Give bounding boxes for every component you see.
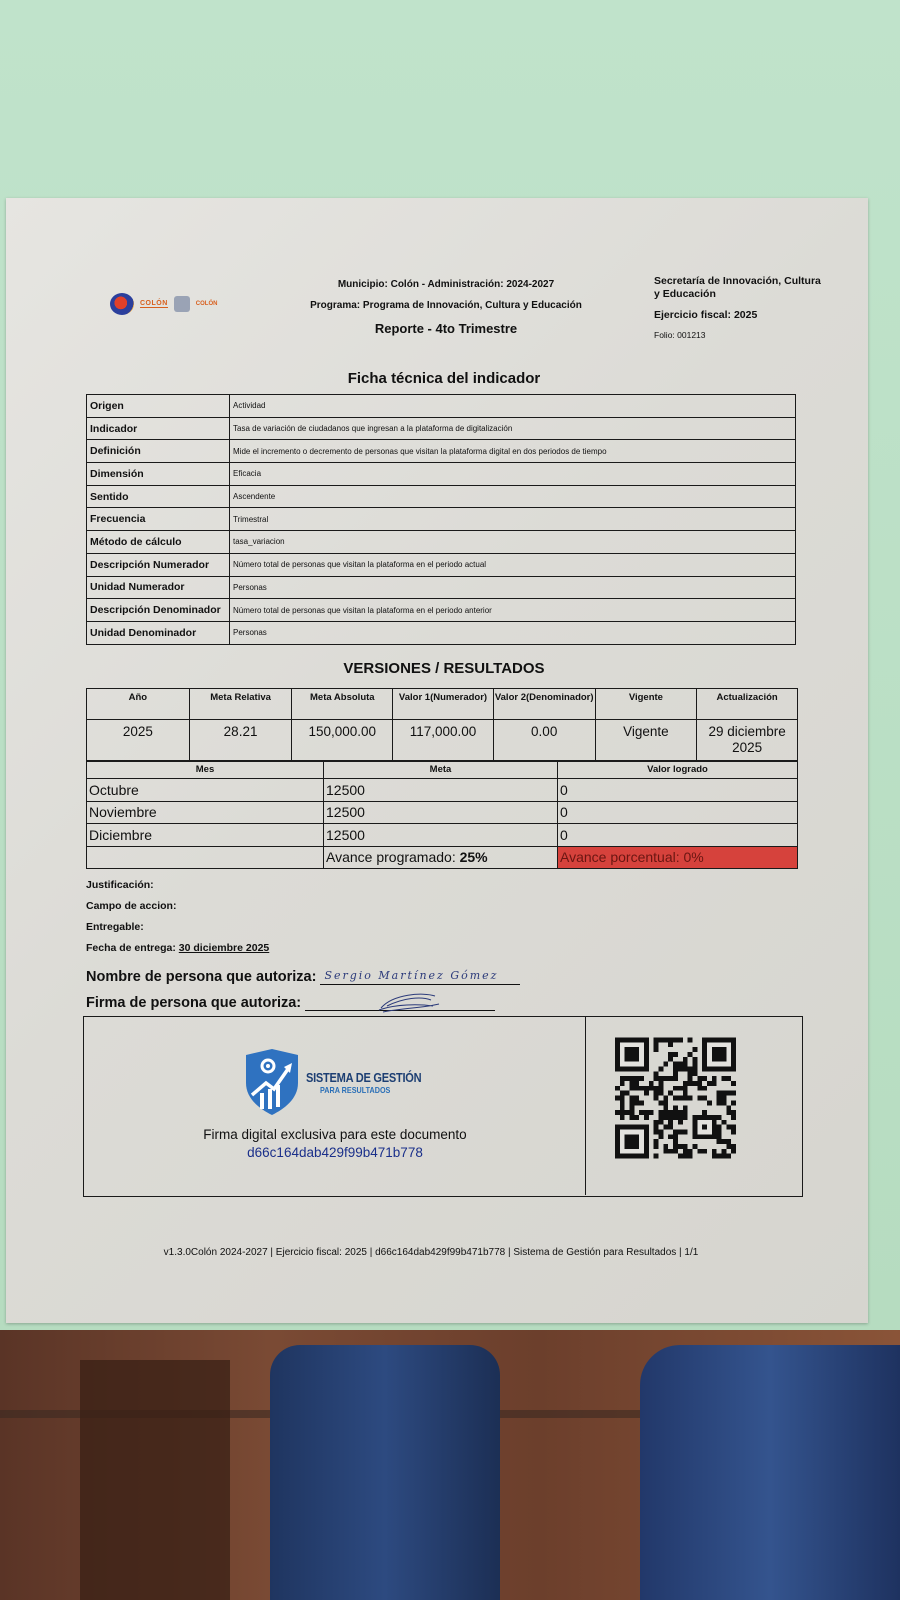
ficha-row	[87, 463, 796, 486]
versiones-title: VERSIONES / RESULTADOS	[343, 660, 545, 677]
versiones-col-header: Meta Absoluta	[292, 689, 393, 720]
table-row	[87, 779, 798, 802]
ficha-row	[87, 621, 796, 644]
report-title: Reporte - 4to Trimestre	[374, 321, 518, 336]
nombre-autoriza	[86, 963, 686, 985]
versiones-col-header: Año	[87, 689, 190, 720]
header-center	[296, 279, 596, 336]
ficha-row	[87, 576, 796, 599]
municipio-line: Municipio: Colón - Administración: 2024-2027	[337, 279, 555, 290]
table-row	[87, 720, 798, 762]
versiones-col-header: Actualización	[697, 689, 798, 720]
ficha-value: tasa_variacion	[230, 531, 796, 554]
month-mes: Diciembre	[87, 824, 324, 847]
versiones-col-header: Vigente	[595, 689, 697, 720]
signature-panel	[84, 1017, 586, 1195]
ficha-value: Eficacia	[230, 463, 796, 486]
firma-autoriza-line	[305, 993, 495, 1011]
month-meta: 12500	[324, 801, 558, 824]
sgr-brand-subtitle: PARA RESULTADOS	[320, 1084, 391, 1095]
ficha-row	[87, 599, 796, 622]
sgr-brand	[306, 1070, 442, 1095]
report-details	[86, 879, 686, 1011]
versiones-cell: 150,000.00	[292, 720, 393, 762]
ficha-key: Descripción Numerador	[87, 553, 230, 576]
month-meta: 12500	[324, 824, 558, 847]
ficha-row	[87, 508, 796, 531]
person-leg-left	[270, 1345, 500, 1600]
signature-hash: d66c164dab429f99b471b778	[247, 1145, 423, 1160]
person-leg-right	[640, 1345, 900, 1600]
ficha-key: Descripción Denominador	[87, 599, 230, 622]
report-document	[6, 198, 868, 1323]
ficha-value: Trimestral	[230, 508, 796, 531]
versiones-cell: 28.21	[189, 720, 292, 762]
avance-row	[87, 846, 798, 869]
ficha-tecnica-table	[86, 394, 796, 645]
month-mes: Octubre	[87, 779, 324, 802]
versiones-cell: 29 diciembre 2025	[697, 720, 798, 762]
versiones-col-header: Meta Relativa	[189, 689, 292, 720]
fiscal-year: Ejercicio fiscal: 2025	[654, 309, 758, 321]
ficha-value: Tasa de variación de ciudadanos que ingresan a la plataforma de digitalización	[230, 417, 796, 440]
avance-programado	[324, 846, 558, 869]
table-row	[87, 824, 798, 847]
versiones-cell: 2025	[87, 720, 190, 762]
ficha-value: Número total de personas que visitan la plataforma en el periodo actual	[230, 553, 796, 576]
header-right	[654, 275, 824, 340]
ficha-row	[87, 531, 796, 554]
shield-chart-icon	[242, 1049, 302, 1115]
ficha-key: Unidad Numerador	[87, 576, 230, 599]
col-header-valor: Valor logrado	[558, 761, 798, 779]
fecha-entrega	[86, 942, 686, 963]
ficha-title: Ficha técnica del indicador	[347, 370, 541, 387]
ficha-key: Definición	[87, 440, 230, 463]
versiones-cell: 117,000.00	[393, 720, 494, 762]
programa-line: Programa: Programa de Innovación, Cultura y Educación	[310, 300, 582, 311]
municipal-emblem-icon	[110, 293, 134, 315]
document-header	[6, 273, 868, 353]
handwritten-signature-icon	[373, 992, 443, 1014]
ficha-key: Indicador	[87, 417, 230, 440]
ficha-row	[87, 553, 796, 576]
secretaria-name: Secretaría de Innovación, Cultura y Educación	[654, 275, 821, 300]
month-valor: 0	[558, 779, 798, 802]
versiones-cell: 0.00	[493, 720, 595, 762]
versiones-col-header: Valor 2(Denominador)	[493, 689, 595, 720]
month-meta: 12500	[324, 779, 558, 802]
ficha-value: Número total de personas que visitan la plataforma en el periodo anterior	[230, 599, 796, 622]
ficha-row	[87, 485, 796, 508]
justificacion-label: Justificación:	[86, 879, 154, 891]
col-header-meta: Meta	[324, 761, 558, 779]
document-footer: v1.3.0Colón 2024-2027 | Ejercicio fiscal: 2025 | d66c164dab429f99b471b778 | Sistema de Gestión para Resultados | 1/1	[163, 1247, 699, 1258]
versiones-col-header: Valor 1(Numerador)	[393, 689, 494, 720]
monthly-results-table	[86, 760, 798, 869]
qr-code-icon	[615, 1037, 736, 1159]
colon-logo-text-2: COLÓN	[195, 301, 218, 307]
campo-accion-label: Campo de accion:	[86, 900, 177, 912]
ficha-key: Sentido	[87, 485, 230, 508]
ficha-value: Mide el incremento o decremento de personas que visitan la plataforma digital en dos periodos de tiempo	[230, 440, 796, 463]
colon-logo-text: COLÓN	[140, 300, 168, 307]
handwritten-name: Sergio Martínez Gómez	[324, 969, 499, 982]
sgr-logo	[242, 1049, 442, 1115]
avance-porcentual: Avance porcentual: 0%	[558, 846, 798, 869]
nombre-autoriza-line	[320, 967, 520, 985]
ficha-row	[87, 417, 796, 440]
ficha-value: Actividad	[230, 395, 796, 418]
digital-signature-box	[83, 1016, 803, 1197]
avance-programado-value: 25%	[459, 849, 488, 866]
sgr-brand-title: SISTEMA DE GESTIÓN	[306, 1069, 422, 1085]
table-row	[87, 801, 798, 824]
ficha-value: Personas	[230, 576, 796, 599]
ficha-key: Origen	[87, 395, 230, 418]
ficha-row	[87, 395, 796, 418]
versiones-cell: Vigente	[595, 720, 697, 762]
fecha-entrega-label: Fecha de entrega:	[86, 942, 179, 954]
municipal-seal-icon	[174, 296, 190, 312]
entregable-label: Entregable:	[86, 921, 144, 933]
ficha-key: Unidad Denominador	[87, 621, 230, 644]
col-header-mes: Mes	[87, 761, 324, 779]
avance-programado-label: Avance programado:	[326, 849, 460, 866]
nombre-autoriza-label: Nombre de persona que autoriza:	[86, 969, 317, 985]
signature-caption: Firma digital exclusiva para este documento	[203, 1127, 467, 1142]
month-mes: Noviembre	[87, 801, 324, 824]
ficha-key: Método de cálculo	[87, 531, 230, 554]
versiones-table	[86, 688, 798, 762]
ficha-key: Frecuencia	[87, 508, 230, 531]
fecha-entrega-value: 30 diciembre 2025	[178, 942, 270, 954]
month-valor: 0	[558, 801, 798, 824]
municipal-logos	[110, 293, 217, 315]
ficha-value: Personas	[230, 621, 796, 644]
folio-number: Folio: 001213	[654, 330, 706, 340]
ficha-key: Dimensión	[87, 463, 230, 486]
chair-leg	[80, 1360, 230, 1600]
firma-autoriza-label: Firma de persona que autoriza:	[86, 995, 302, 1011]
avance-empty-cell	[87, 846, 324, 869]
ficha-row	[87, 440, 796, 463]
firma-autoriza	[86, 989, 686, 1011]
month-valor: 0	[558, 824, 798, 847]
ficha-value: Ascendente	[230, 485, 796, 508]
